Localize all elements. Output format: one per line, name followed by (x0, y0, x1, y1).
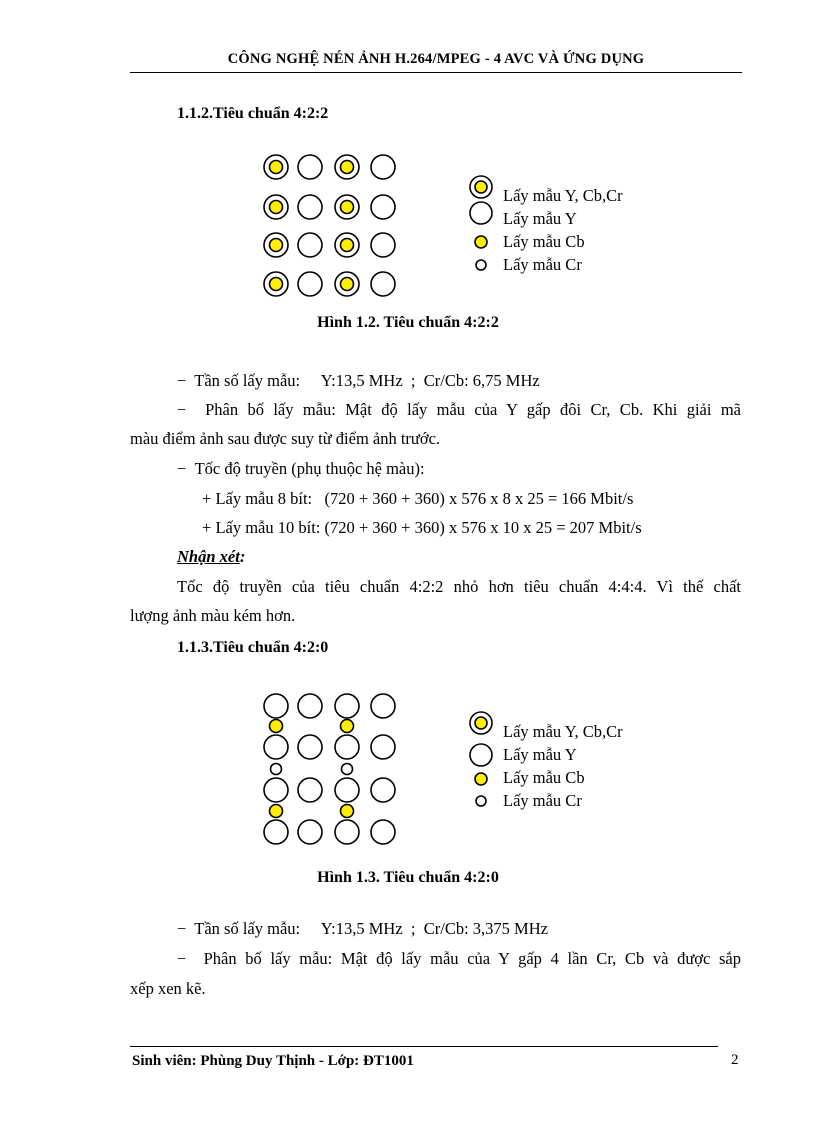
rate-422-8bit: + Lấy mẫu 8 bít: (720 + 360 + 360) x 576 x 8 x 25 = 166 Mbit/s (202, 489, 634, 508)
heading-4-2-2: 1.1.2.Tiêu chuẩn 4:2:2 (177, 105, 329, 122)
rate-422-intro-text: Tốc độ truyền (phụ thuộc hệ màu): (194, 459, 425, 478)
dash-bullet: − (177, 371, 187, 390)
dist-422-text1: Phân bố lấy mẫu: Mật độ lấy mẫu của Y gấp đôi Cr, Cb. Khi giải mã (205, 400, 741, 419)
remark-line1: Tốc độ truyền của tiêu chuẩn 4:2:2 nhỏ hơn tiêu chuẩn 4:4:4. Vì thế chất (177, 577, 741, 596)
sample-y-circle (335, 694, 359, 718)
remark-line2: lượng ảnh màu kém hơn. (130, 606, 296, 625)
footer-text: Sinh viên: Phùng Duy Thịnh - Lớp: ĐT1001 (132, 1053, 414, 1069)
sample-y-circle (264, 735, 288, 759)
sample-cb-dot (270, 805, 283, 818)
sample-y-circle (335, 735, 359, 759)
sample-y-circle (298, 694, 322, 718)
rate-422-10bit: + Lấy mẫu 10 bít: (720 + 360 + 360) x 576 x 10 x 25 = 207 Mbit/s (202, 518, 642, 537)
legend-420-cr: Lấy mẫu Cr (503, 791, 582, 810)
freq-422-value: Y:13,5 MHz ; Cr/Cb: 6,75 MHz (320, 371, 540, 390)
legend-420-ycbcr: Lấy mẫu Y, Cb,Cr (503, 722, 623, 741)
sample-y-circle (371, 735, 395, 759)
sample-y-circle (371, 820, 395, 844)
freq-420-value: Y:13,5 MHz ; Cr/Cb: 3,375 MHz (320, 919, 548, 938)
dist-422-line1: − Phân bố lấy mẫu: Mật độ lấy mẫu của Y gấp đôi Cr, Cb. Khi giải mã (177, 400, 741, 419)
dist-420-line1: − Phân bố lấy mẫu: Mật độ lấy mẫu của Y gấp 4 lần Cr, Cb và được sắp (177, 949, 741, 968)
sample-y-circle (335, 820, 359, 844)
rate-422-intro: − Tốc độ truyền (phụ thuộc hệ màu): (177, 459, 425, 478)
remark-label-text: Nhận xét (177, 547, 240, 566)
dash-bullet: − (177, 919, 187, 938)
sample-y-circle (298, 735, 322, 759)
legend-422-cr: Lấy mẫu Cr (503, 255, 582, 274)
legend-cr-icon (476, 796, 486, 806)
sample-y-circle (264, 694, 288, 718)
sample-y-circle (264, 778, 288, 802)
caption-4-2-0: Hình 1.3. Tiêu chuẩn 4:2:0 (317, 869, 499, 886)
sample-y-circle (298, 778, 322, 802)
legend-420-y: Lấy mẫu Y (503, 745, 577, 764)
legend-cb-icon (475, 773, 487, 785)
caption-4-2-2: Hình 1.2. Tiêu chuẩn 4:2:2 (317, 314, 499, 331)
rate-422-8bit-text: Lấy mẫu 8 bít: (720 + 360 + 360) x 576 x 8 x 25 = 166 Mbit/s (215, 489, 634, 508)
sample-cb-dot (341, 720, 354, 733)
footer-rule (130, 1046, 718, 1047)
legend-422-ycbcr: Lấy mẫu Y, Cb,Cr (503, 186, 623, 205)
dist-420-text1: Phân bố lấy mẫu: Mật độ lấy mẫu của Y gấp 4 lần Cr, Cb và được sắp (203, 949, 741, 968)
sample-y-circle (335, 778, 359, 802)
freq-420-line (177, 918, 548, 940)
sample-cr-dot (271, 764, 282, 775)
sample-y-circle (264, 820, 288, 844)
sample-cr-dot (342, 764, 353, 775)
page-number: 2 (731, 1052, 739, 1068)
legend-ycbcr-icon (470, 712, 492, 734)
sample-cb-dot (270, 720, 283, 733)
legend-422-y: Lấy mẫu Y (503, 209, 577, 228)
sample-y-circle (298, 820, 322, 844)
page-header-title: CÔNG NGHỆ NÉN ẢNH H.264/MPEG - 4 AVC VÀ ỨNG DỤNG (227, 51, 645, 67)
legend-422-cb: Lấy mẫu Cb (503, 232, 585, 251)
rate-422-10bit-text: Lấy mẫu 10 bít: (720 + 360 + 360) x 576 x 10 x 25 = 207 Mbit/s (215, 518, 642, 537)
heading-4-2-0: 1.1.3.Tiêu chuẩn 4:2:0 (177, 639, 329, 656)
legend-420-cb: Lấy mẫu Cb (503, 768, 585, 787)
legend-y-icon (470, 744, 492, 766)
remark-label: Nhận xét: (177, 547, 246, 566)
dist-420-line2: xếp xen kẽ. (130, 979, 206, 998)
sample-y-circle (371, 778, 395, 802)
freq-420-label: Tần số lấy mẫu: (194, 919, 301, 938)
sample-y-circle (371, 694, 395, 718)
freq-422-label: Tần số lấy mẫu: (194, 371, 301, 390)
sample-cb-dot (341, 805, 354, 818)
dist-422-line2: màu điểm ảnh sau được suy từ điểm ảnh trước. (130, 429, 441, 448)
